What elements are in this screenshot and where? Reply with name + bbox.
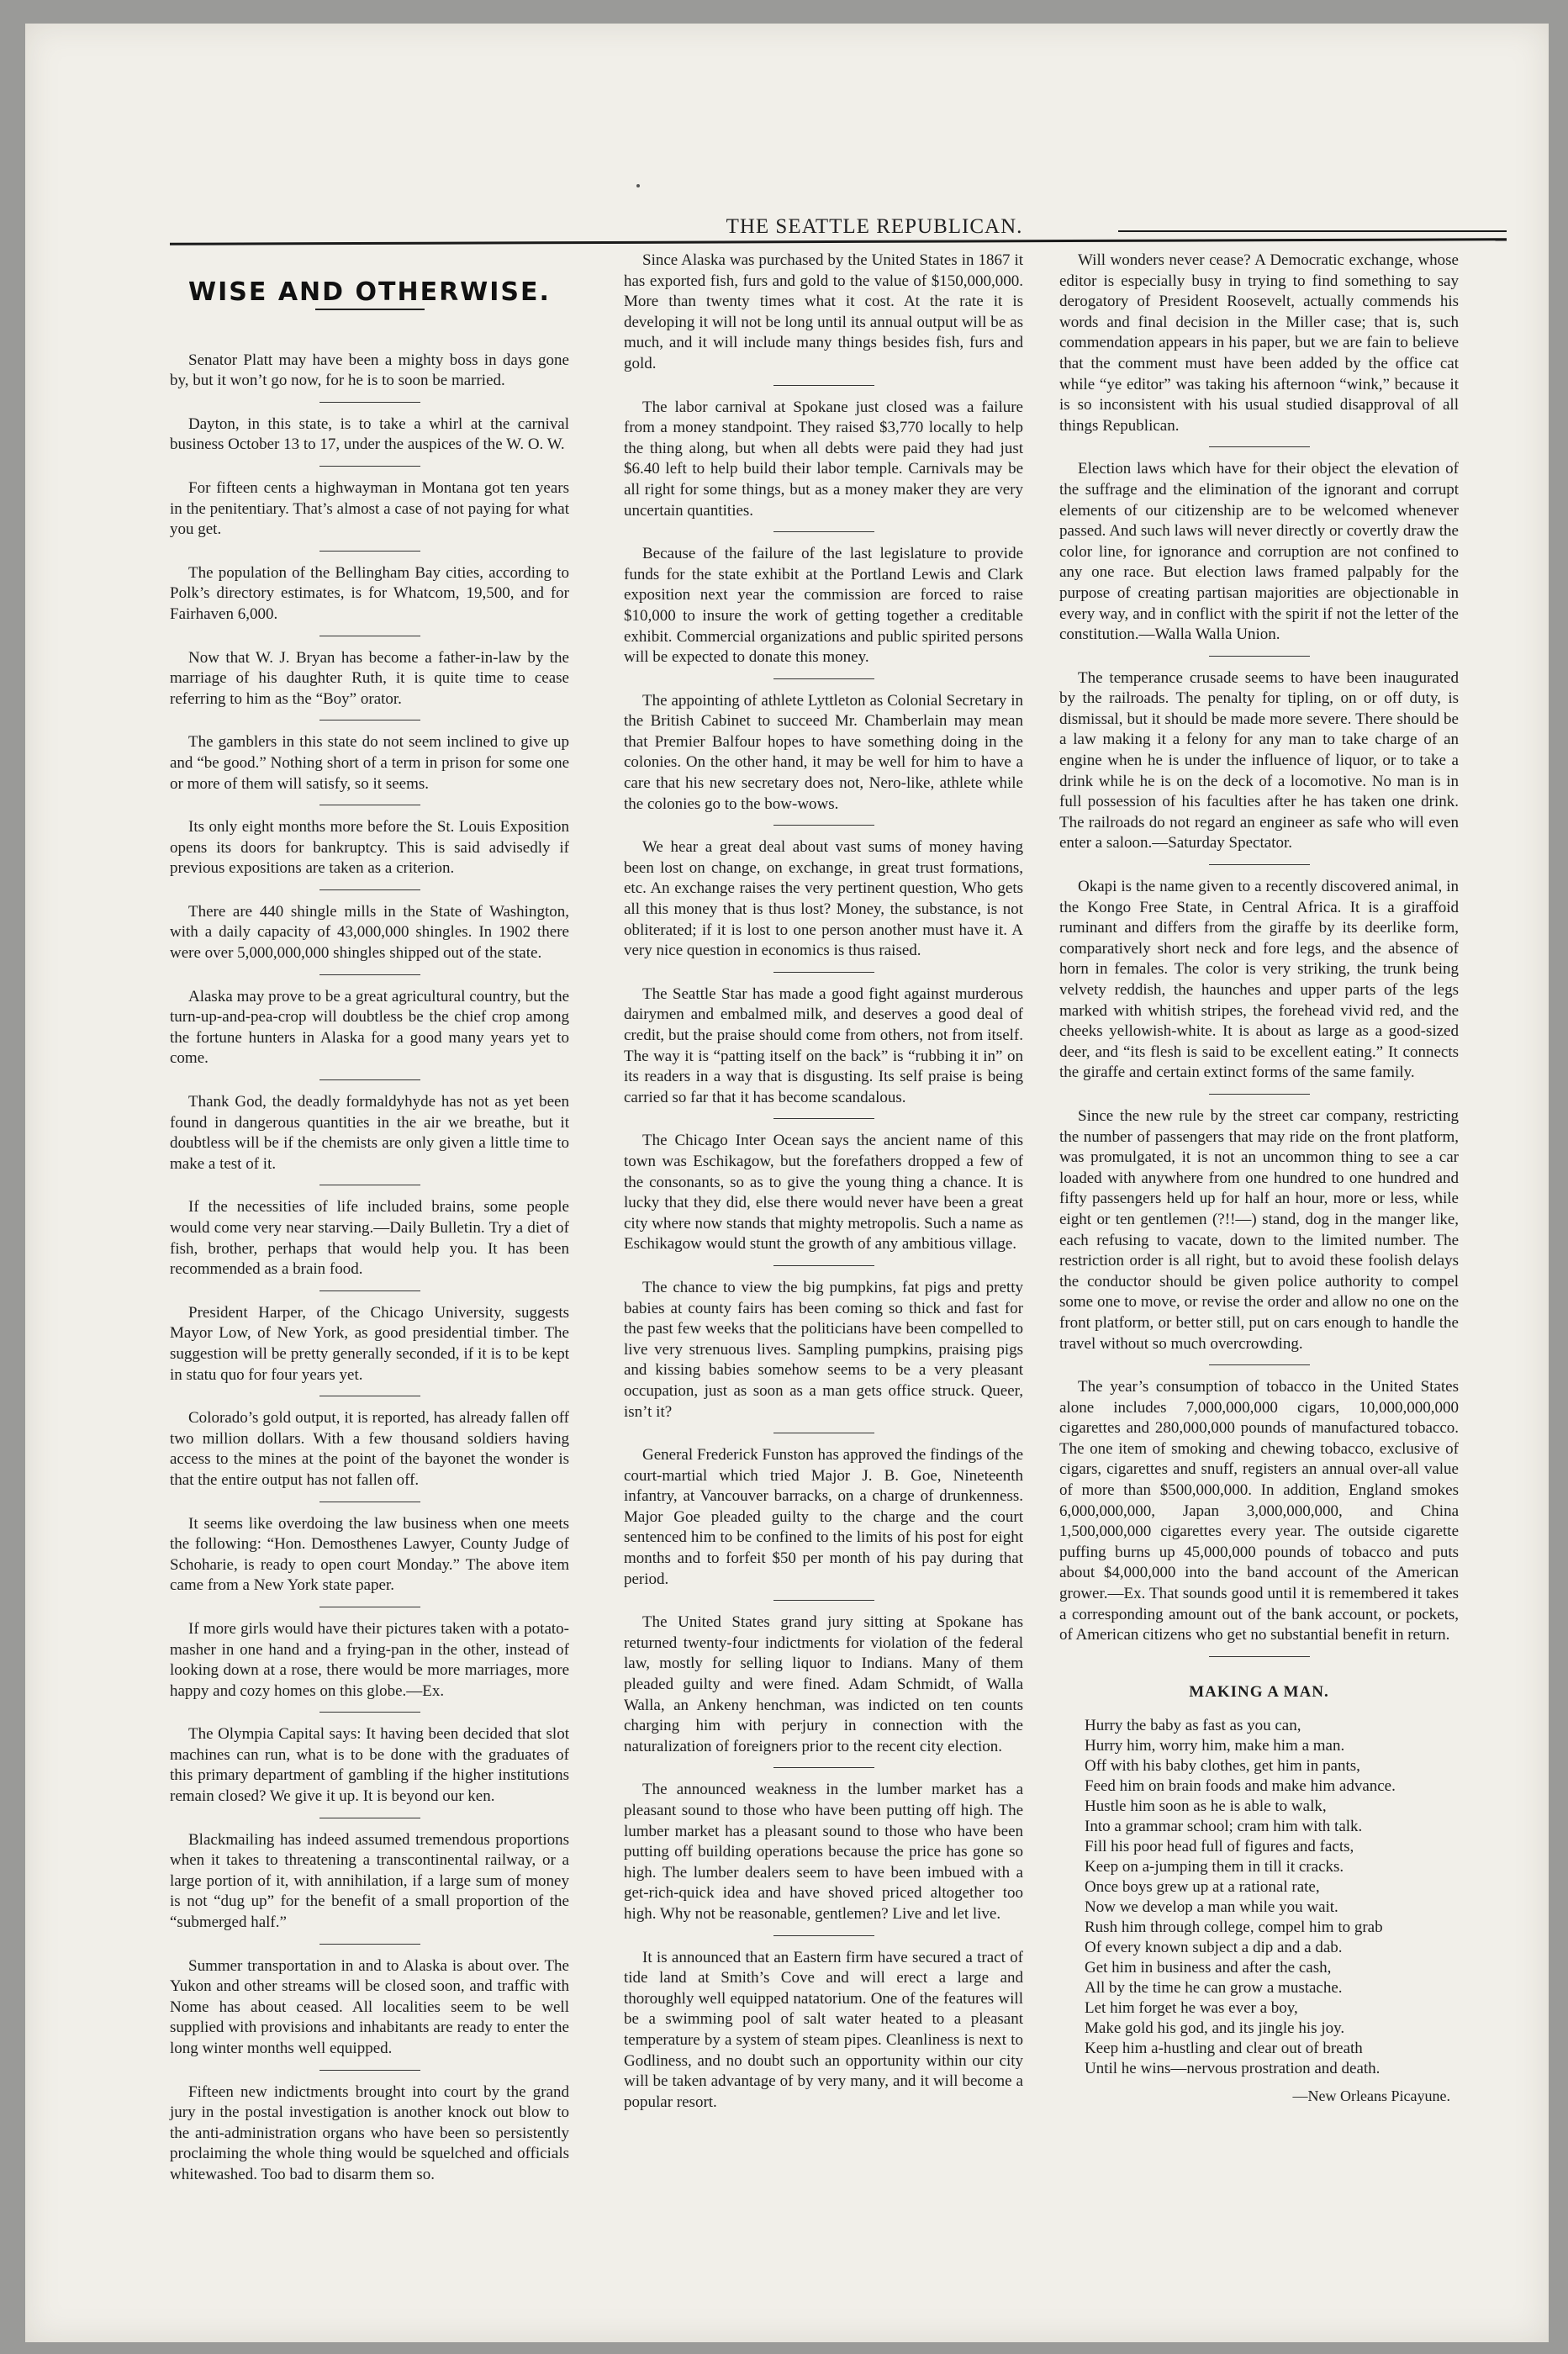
separator-rule bbox=[1209, 656, 1310, 657]
poem-line: Into a grammar school; cram him with talk. bbox=[1085, 1818, 1363, 1836]
poem-line: Now we develop a man while you wait. bbox=[1085, 1898, 1338, 1917]
poem-line: Off with his baby clothes, get him in pants, bbox=[1085, 1757, 1360, 1776]
poem-body bbox=[1059, 1716, 1459, 2079]
separator-rule bbox=[319, 1712, 420, 1713]
poem-line: Until he wins—nervous prostration and death. bbox=[1085, 2060, 1381, 2078]
poem-line: Once boys grew up at a rational rate, bbox=[1085, 1878, 1320, 1897]
article-paragraph: The labor carnival at Spokane just closed was a failure from a money standpoint. They raised $3,770 locally to help the thing along, but when all debts were paid they had just $6.40 left to help build their labor temple. Carnivals may be all right for some things, but as a money maker they are very uncertain quantities. bbox=[624, 398, 1023, 520]
article-paragraph: President Harper, of the Chicago University, suggests Mayor Low, of New York, as good presidential timber. The suggestion will be pretty generally seconded, if it is to be kept in statu quo for four years yet. bbox=[170, 1303, 569, 1384]
article-paragraph: If more girls would have their pictures taken with a potato-masher in one hand and a frying-pan in the other, instead of looking down at a rose, there would be more marriages, more happy and cozy homes on this globe.—Ex. bbox=[170, 1619, 569, 1700]
poem-line: Let him forget he was ever a boy, bbox=[1085, 1999, 1298, 2018]
separator-rule bbox=[319, 889, 420, 890]
separator-rule bbox=[773, 531, 874, 532]
ink-dot bbox=[636, 184, 640, 187]
poem-line: Feed him on brain foods and make him advance. bbox=[1085, 1777, 1396, 1796]
separator-rule bbox=[319, 2070, 420, 2071]
article-paragraph: Colorado’s gold output, it is reported, has already fallen off two million dollars. With a few thousand soldiers having access to the mines at the point of the bayonet the wonder is that the entire output has not fallen off. bbox=[170, 1409, 569, 1489]
article-paragraph: Alaska may prove to be a great agricultural country, but the turn-up-and-pea-crop will doubtless be the chief crop among the fortune hunters in Alaska for a good many years yet to come. bbox=[170, 987, 569, 1068]
section-heading: WISE AND OTHERWISE. bbox=[188, 277, 551, 307]
separator-rule bbox=[773, 825, 874, 826]
separator-rule bbox=[319, 402, 420, 403]
poem-line: Hustle him soon as he is able to walk, bbox=[1085, 1797, 1327, 1816]
article-paragraph: Now that W. J. Bryan has become a father-in-law by the marriage of his daughter Ruth, it is quite time to cease referring to him as the “Boy” orator. bbox=[170, 648, 569, 708]
poem-line: Get him in business and after the cash, bbox=[1085, 1959, 1332, 1977]
article-paragraph: Summer transportation in and to Alaska is about over. The Yukon and other streams will be closed soon, and traffic with Nome has about ceased. All localities seem to be well supplied with provisions and inhabitants are ready to enter the long winter months well equipped. bbox=[170, 1956, 569, 2057]
column-1 bbox=[170, 251, 569, 2191]
separator-rule bbox=[319, 551, 420, 552]
separator-rule bbox=[773, 1935, 874, 1936]
page-rule bbox=[170, 238, 1507, 245]
newspaper-page bbox=[25, 24, 1549, 2342]
article-paragraph: The appointing of athlete Lyttleton as Colonial Secretary in the British Cabinet to succeed Mr. Chamberlain may mean that Premier Balfour hopes to have something doing in the colonies. On the other hand, it may be well for him to have a care that his new secretary does not, Nero-like, athlete while the colonies go to the bow-wows. bbox=[624, 691, 1023, 813]
article-paragraph: Okapi is the name given to a recently discovered animal, in the Kongo Free State, in Central Africa. It is a giraffoid ruminant and differs from the giraffe by its deerlike form, comparatively short neck and fore legs, and the absence of horn in females. The color is very striking, the trunk being velvety reddish, the haunches and upper parts of the legs marked with whitish stripes, the forehead vivid red, and the cheeks yellowish-white. It is about as large as a good-sized deer, and “its flesh is said to be excellent eating.” It connects the giraffe and certain extinct forms of the same family. bbox=[1059, 878, 1459, 1082]
poem-line: Of every known subject a dip and a dab. bbox=[1085, 1939, 1343, 1957]
article-paragraph: Its only eight months more before the St. Louis Exposition opens its doors for bankruptcy. This is said advisedly if previous expositions are taken as a criterion. bbox=[170, 818, 569, 878]
article-paragraph: Blackmailing has indeed assumed tremendous proportions when it takes to threatening a transcontinental railway, or a large portion of it, with annihilation, if a large sum of money is not “dug up” for the benefit of a small proportion of the “submerged half.” bbox=[170, 1830, 569, 1932]
poem-attribution: —New Orleans Picayune. bbox=[1292, 2087, 1450, 2105]
article-paragraph: The gamblers in this state do not seem inclined to give up and “be good.” Nothing short of a term in prison for some one or more of them will satisfy, so it seems. bbox=[170, 733, 569, 793]
article-paragraph: General Frederick Funston has approved the findings of the court-martial which tried Major J. B. Goe, Nineteenth infantry, at Vancouver barracks, on a charge of drunkenness. Major Goe pleaded guilty to the charge and the court sentenced him to be confined to the limits of his post for eight months and to forfeit $50 per month of his pay during that period. bbox=[624, 1446, 1023, 1588]
separator-rule bbox=[773, 1767, 874, 1768]
separator-rule bbox=[1209, 1094, 1310, 1095]
heading-rule bbox=[315, 309, 425, 310]
column-1-body bbox=[170, 351, 569, 2186]
article-paragraph: The temperance crusade seems to have been inaugurated by the railroads. The penalty for tipling, on or off duty, is dismissal, but it should be made more severe. There should be a law making it a felony for any man to take charge of an engine when he is under the influence of liquor, or to take a drink while he is on the deck of a locomotive. No man is in full possession of his faculties after he has taken one drink. The railroads do not regard an engineer as safe who will even enter a saloon.—Saturday Spectator. bbox=[1059, 668, 1459, 852]
article-paragraph: Senator Platt may have been a mighty boss in days gone by, but it won’t go now, for he is to soon be married. bbox=[170, 351, 569, 390]
poem-line: Make gold his god, and its jingle his joy. bbox=[1085, 2019, 1345, 2038]
article-paragraph: Fifteen new indictments brought into court by the grand jury in the postal investigation is another knock out blow to the anti-administration organs who have been so persistently proclaiming the whole thing would be squelched and officials whitewashed. Too bad to disarm them so. bbox=[170, 2082, 569, 2183]
poem-line: Hurry the baby as fast as you can, bbox=[1085, 1717, 1301, 1735]
separator-rule bbox=[773, 1265, 874, 1266]
poem-line: All by the time he can grow a mustache. bbox=[1085, 1979, 1343, 1998]
article-paragraph: The chance to view the big pumpkins, fat pigs and pretty babies at county fairs has been coming so thick and fast for the past few weeks that the politicians have been compelled to live very strenuous lives. Sampling pumpkins, praising pigs and kissing babies somehow seems to be a very pleasant occupation, just as soon as a man gets office struck. Queer, isn’t it? bbox=[624, 1278, 1023, 1421]
separator-rule bbox=[1209, 446, 1310, 447]
article-paragraph: For fifteen cents a highwayman in Montana got ten years in the penitentiary. That’s almost a case of not paying for what you get. bbox=[170, 478, 569, 539]
article-paragraph: If the necessities of life included brains, some people would come very near starving.—Daily Bulletin. Try a diet of fish, brother, perhaps that would help you. It has been recommended as a brain food. bbox=[170, 1198, 569, 1279]
separator-rule bbox=[773, 1118, 874, 1119]
separator-rule bbox=[319, 466, 420, 467]
article-paragraph: The United States grand jury sitting at Spokane has returned twenty-four indictments for violation of the federal law, mostly for selling liquor to Indians. Many of them pleaded guilty and were fined. Adam Schmidt, of Walla Walla, an Ankeny henchman, was indicted on ten counts charging him with perjury in connection with the naturalization of foreigners prior to the recent city election. bbox=[624, 1613, 1023, 1755]
article-paragraph: The population of the Bellingham Bay cities, according to Polk’s directory estimates, is for Whatcom, 19,500, and for Fairhaven 6,000. bbox=[170, 563, 569, 623]
separator-rule bbox=[1209, 1364, 1310, 1365]
article-paragraph: The Chicago Inter Ocean says the ancient name of this town was Eschikagow, but the forefathers dropped a few of the consonants, so as to give the young thing a chance. It is lucky that they did, else there would never have been a great city where now stands that mighty metropolis. Such a name as Eschikagow would stunt the growth of any ambitious village. bbox=[624, 1132, 1023, 1254]
article-paragraph: The announced weakness in the lumber market has a pleasant sound to those who have been putting off high. The lumber market has a pleasant sound to those who have been putting off building operations because the price has gone so high. The lumber dealers seem to have been imbued with a get-rich-quick idea and have shoved priced altogether too high. Why not be reasonable, gentlemen? Live and let live. bbox=[624, 1781, 1023, 1923]
poem-line: Hurry him, worry him, make him a man. bbox=[1085, 1737, 1345, 1755]
column-2 bbox=[624, 251, 1023, 2118]
article-paragraph: Because of the failure of the last legislature to provide funds for the state exhibit at the Portland Lewis and Clark exposition next year the commission are forced to raise $10,000 to insure the work of getting together a creditable exhibit. Commercial organizations and public spirited persons will be expected to donate this money. bbox=[624, 545, 1023, 667]
article-paragraph: It is announced that an Eastern firm have secured a tract of tide land at Smith’s Cove and will erect a large and thoroughly well equipped natatorium. One of the features will be a swimming pool of salt water heated to a pleasant temperature by a system of steam pipes. Cleanliness is next to Godliness, and no doubt such an opportunity within our city will be taken advantage of by very many, and it will become a popular resort. bbox=[624, 1948, 1023, 2111]
poem-line: Fill his poor head full of figures and facts, bbox=[1085, 1838, 1354, 1856]
article-paragraph: The Seattle Star has made a good fight against murderous dairymen and embalmed milk, and deserves a good deal of credit, but the praise should come from others, not from itself. The way it is “patting itself on the back” is “rubbing it in” on its readers in a way that is disgusting. Its self praise is being carried so far that it has become scandalous. bbox=[624, 984, 1023, 1106]
article-paragraph: Since Alaska was purchased by the United States in 1867 it has exported fish, furs and gold to the value of $150,000,000. More than twenty times what it cost. At the rate it is developing it will not be long until its annual output will be as much, and it will include many things besides fish, furs and gold. bbox=[624, 251, 1023, 372]
article-paragraph: Thank God, the deadly formaldyhyde has not as yet been found in dangerous quantities in the air we breathe, but it doubtless will be if the chemists are only given a little time to make a test of it. bbox=[170, 1093, 569, 1173]
masthead-rule bbox=[1118, 230, 1507, 232]
masthead: THE SEATTLE REPUBLICAN. bbox=[726, 215, 1023, 238]
article-paragraph: It seems like overdoing the law business when one meets the following: “Hon. Demosthenes Lawyer, County Judge of Schoharie, is ready to open court Monday.” The above item came from a New York state paper. bbox=[170, 1514, 569, 1595]
separator-rule bbox=[1209, 864, 1310, 865]
separator-rule bbox=[319, 1079, 420, 1080]
separator-rule bbox=[319, 974, 420, 975]
separator-rule bbox=[773, 385, 874, 386]
separator-rule bbox=[773, 678, 874, 679]
poem-line: Keep him a-hustling and clear out of breath bbox=[1085, 2040, 1363, 2058]
column-2-body bbox=[624, 251, 1023, 2113]
article-paragraph: Will wonders never cease? A Democratic exchange, whose editor is especially busy in trying to find something to say derogatory of President Roosevelt, actually commends his words and final decision in the Miller case; that is, such commendation appears in his paper, but we are fain to believe that the comment must have been added by the office cat while “ye editor” was taking his afternoon “wink,” because it is so inconsistent with his usual studied disapproval of all things Republican. bbox=[1059, 251, 1459, 435]
separator-rule bbox=[1209, 1656, 1310, 1657]
article-paragraph: Dayton, in this state, is to take a whirl at the carnival business October 13 to 17, under the auspices of the W. O. W. bbox=[170, 414, 569, 454]
article-paragraph: The year’s consumption of tobacco in the United States alone includes 7,000,000,000 cigars, 10,000,000,000 cigarettes and 280,000,000 pounds of manufactured tobacco. The one item of smoking and chewing tobacco, exclusive of cigars, cigarettes and snuff, registers an annual over-all value of more than $500,000,000. In addition, England smokes 6,000,000,000, Japan 3,000,000,000, and China 1,500,000,000 cigarettes every year. The outside cigarette puffing burns up 45,000,000 pounds of tobacco and puts about $4,000,000 into the band account of the American grower.—Ex. That sounds good until it is remembered it takes a corresponding amount out of the bank account, or pockets, of American citizens who get no substantial benefit in return. bbox=[1059, 1378, 1459, 1644]
separator-rule bbox=[773, 972, 874, 973]
article-paragraph: There are 440 shingle mills in the State of Washington, with a daily capacity of 43,000,000 shingles. In 1902 there were over 5,000,000,000 shingles shipped out of the state. bbox=[170, 902, 569, 963]
article-paragraph: Since the new rule by the street car company, restricting the number of passengers that may ride on the front platform, was promulgated, it is not an uncommon thing to see a car loaded with anywhere from one hundred to one hundred and fifty passengers held up for half an hour, more or less, while eight or ten gentlemen (?!!—) stand, dog in the manger like, each refusing to vacate, down to the limited number. The restriction order is all right, but to avoid these foolish delays the conductor should be given police authority to compel some one to move, or revise the order and allow no one on the front platform, or better still, put on cars enough to handle the travel without so much overcrowding. bbox=[1059, 1106, 1459, 1353]
column-3 bbox=[1059, 251, 1459, 2107]
separator-rule bbox=[319, 1290, 420, 1291]
article-paragraph: Election laws which have for their object the elevation of the suffrage and the elimination of the ignorant and corrupt elements of our citizenship are to be welcomed whenever passed. And such laws will never directly or covertly draw the color line, for ignorance and corruption are not confined to any one race. But election laws framed palpably for the purpose of creating partisan majorities are objectionable in every way, and in conflict with the spirit if not the letter of the constitution.—Walla Walla Union. bbox=[1059, 460, 1459, 644]
poem-line: Rush him through college, compel him to grab bbox=[1085, 1919, 1383, 1937]
poem-line: Keep on a-jumping them in till it cracks. bbox=[1085, 1858, 1344, 1876]
article-paragraph: We hear a great deal about vast sums of money having been lost on change, on exchange, in great trust formations, etc. An exchange raises the very pertinent question, Who gets all this money that is thus lost? Money, the substance, is not obliterated; if it is lost to one person another must have it. A very nice question in economics is thus raised. bbox=[624, 838, 1023, 960]
separator-rule bbox=[319, 1944, 420, 1945]
article-paragraph: The Olympia Capital says: It having been decided that slot machines can run, what is to be done with the graduates of this primary department of gambling if the higher institutions remain closed? We give it up. It is beyond our ken. bbox=[170, 1725, 569, 1806]
column-3-body bbox=[1059, 251, 1459, 1646]
poem-title: MAKING A MAN. bbox=[1189, 1682, 1329, 1701]
separator-rule bbox=[773, 1600, 874, 1601]
